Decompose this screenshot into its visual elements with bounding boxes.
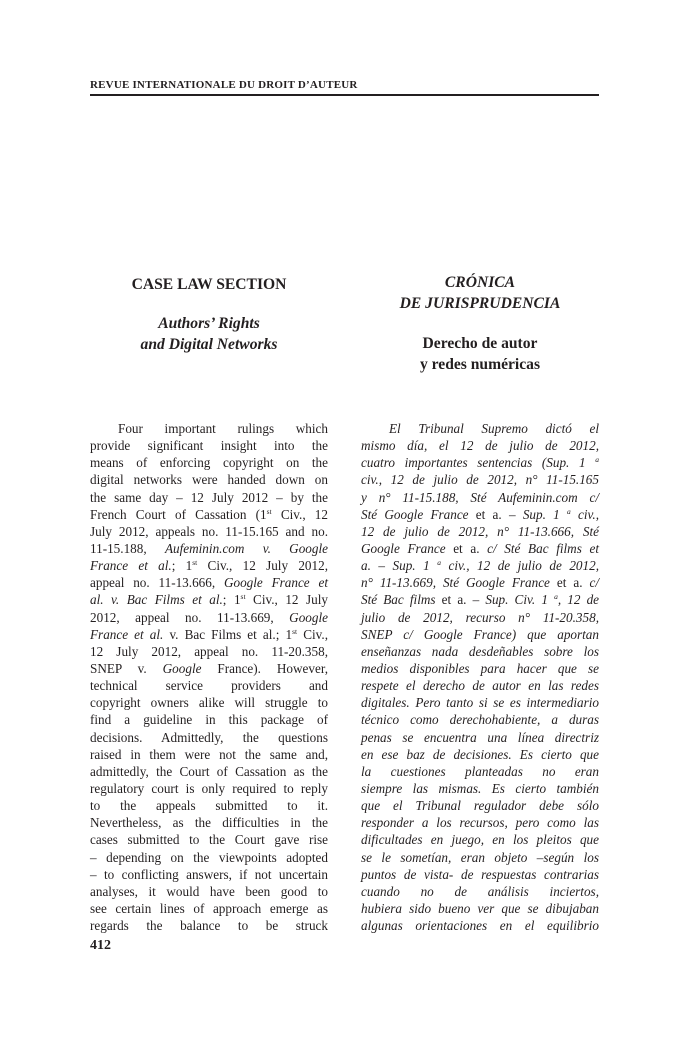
subtitle-spanish-line-2: y redes numéricas: [419, 356, 541, 373]
section-title-english: CASE LAW SECTION: [131, 276, 287, 293]
body-line: n° 11-13.669, Sté Google France et a. c/: [361, 575, 599, 591]
body-line: admittedly, the Court of Cassation as the: [90, 763, 328, 779]
running-head: REVUE INTERNATIONALE DU DROIT D’AUTEUR: [90, 79, 358, 91]
subtitle-english-line-2: and Digital Networks: [140, 336, 278, 353]
body-line: cases submitted to the Court gave rise: [90, 832, 328, 848]
body-line: penas se encuentra una línea directriz: [361, 729, 599, 745]
page-number: 412: [90, 938, 111, 953]
subtitle-spanish-line-1: Derecho de autor: [422, 335, 538, 352]
body-line: responder a los recursos, pero como las: [361, 815, 599, 831]
body-line: France et al. v. Bac Films et al.; 1st Civ.,: [90, 626, 328, 642]
body-line: y n° 11-15.188, Sté Aufeminin.com c/: [361, 489, 599, 505]
body-line: July 2012, appeals no. 11-15.165 and no.: [90, 523, 328, 539]
body-line: medios disponibles para hacer que se: [361, 660, 599, 676]
body-line: copyright owners alike will struggle to: [90, 695, 328, 711]
body-line: find a guideline in this package of: [90, 712, 328, 728]
body-line: se le sometían, eran objeto –según los: [361, 849, 599, 865]
body-line: técnico como derechohabiente, a duras: [361, 712, 599, 728]
body-line: 12 de julio de 2012, n° 11-13.666, Sté: [361, 523, 599, 539]
header-rule: [90, 94, 599, 96]
body-line: 12 July 2012, appeal no. 11-20.358,: [90, 643, 328, 659]
body-line: en ese baz de decisiones. Es cierto que: [361, 746, 599, 762]
body-line: al. v. Bac Films et al.; 1st Civ., 12 July: [90, 592, 328, 608]
body-line: dificultades en juego, en los pleitos que: [361, 832, 599, 848]
subtitle-english: [90, 313, 328, 355]
body-line: analyses, it would have been good to: [90, 883, 328, 899]
body-line: Nevertheless, as the difficulties in the: [90, 815, 328, 831]
section-title-spanish: [361, 272, 599, 314]
body-line: que el Tribunal regulador debe sólo: [361, 798, 599, 814]
body-line: 11-15.188, Aufeminin.com v. Google: [90, 540, 328, 556]
body-line: to the appeals submitted to it.: [90, 798, 328, 814]
body-line: SNEP c/ Google France) que aportan: [361, 626, 599, 642]
body-line: Sté Bac films et a. – Sup. Civ. 1 $^a$, 12 de: [361, 592, 600, 608]
spanish-body-text: [361, 420, 599, 934]
body-line: respete el derecho de autor en las redes: [361, 678, 599, 694]
body-line: digitales. Pero tanto si se es intermediario: [361, 695, 599, 711]
body-line: hubiera sido bueno ver que se dibujaban: [361, 900, 599, 916]
body-line: France et al.; 1st Civ., 12 July 2012,: [90, 558, 328, 574]
body-line: siempre las mismas. Es cierto también: [361, 780, 599, 796]
body-line: 2012, appeal no. 11-13.669, Google: [90, 609, 328, 625]
body-line: la cuestiones planteadas no eran: [361, 763, 599, 779]
body-line: El Tribunal Supremo dictó el: [389, 421, 599, 436]
section-title-spanish-line-1: CRÓNICA: [444, 274, 516, 291]
body-line: regulatory court is only required to reply: [90, 780, 328, 796]
body-line: means of enforcing copyright on the: [90, 455, 328, 471]
english-body-text: [90, 420, 328, 934]
body-line: digital networks were handed down on: [90, 472, 328, 488]
body-line: algunas orientaciones en el equilibrio: [361, 918, 599, 934]
body-line: enseñanzas nada desdeñables sobre los: [361, 643, 599, 659]
subtitle-spanish: [361, 333, 599, 375]
body-line: – to conflicting answers, if not uncertain: [90, 866, 328, 882]
body-line: the same day – 12 July 2012 – by the: [90, 489, 328, 505]
body-line: mismo día, el 12 de julio de 2012,: [361, 438, 599, 454]
body-line: a. – Sup. 1 $^a$ civ., 12 de julio de 2012,: [361, 558, 600, 574]
body-line: puntos de vista- de respuestas contrarias: [361, 866, 599, 882]
body-line: – depending on the viewpoints adopted: [90, 849, 328, 865]
body-line: Four important rulings which: [118, 421, 328, 436]
body-line: see certain lines of approach emerge as: [90, 900, 328, 916]
body-line: civ., 12 de julio de 2012, n° 11-15.165: [361, 472, 599, 488]
body-line: Google France et a. c/ Sté Bac films et: [361, 540, 599, 556]
subtitle-english-line-1: Authors’ Rights: [158, 315, 260, 332]
body-line: Sté Google France et a. – Sup. 1 $^a$ civ.,: [361, 506, 600, 522]
body-line: technical service providers and: [90, 678, 328, 694]
body-line: SNEP v. Google France). However,: [90, 660, 329, 676]
body-line: raised in them were not the same and,: [90, 746, 328, 762]
body-line: cuando no de análisis inciertos,: [361, 883, 599, 899]
body-line: provide significant insight into the: [90, 438, 328, 454]
body-line: French Court of Cassation (1st Civ., 12: [90, 506, 328, 522]
body-line: regards the balance to be struck: [90, 918, 328, 934]
body-line: julio de 2012, recurso n° 11-20.358,: [361, 609, 599, 625]
body-line: cuatro importantes sentencias (Sup. 1 $^a$: [361, 455, 599, 471]
section-title-spanish-line-2: DE JURISPRUDENCIA: [399, 295, 561, 312]
body-line: appeal no. 11-13.666, Google France et: [90, 575, 328, 591]
body-line: decisions. Admittedly, the questions: [90, 729, 328, 745]
